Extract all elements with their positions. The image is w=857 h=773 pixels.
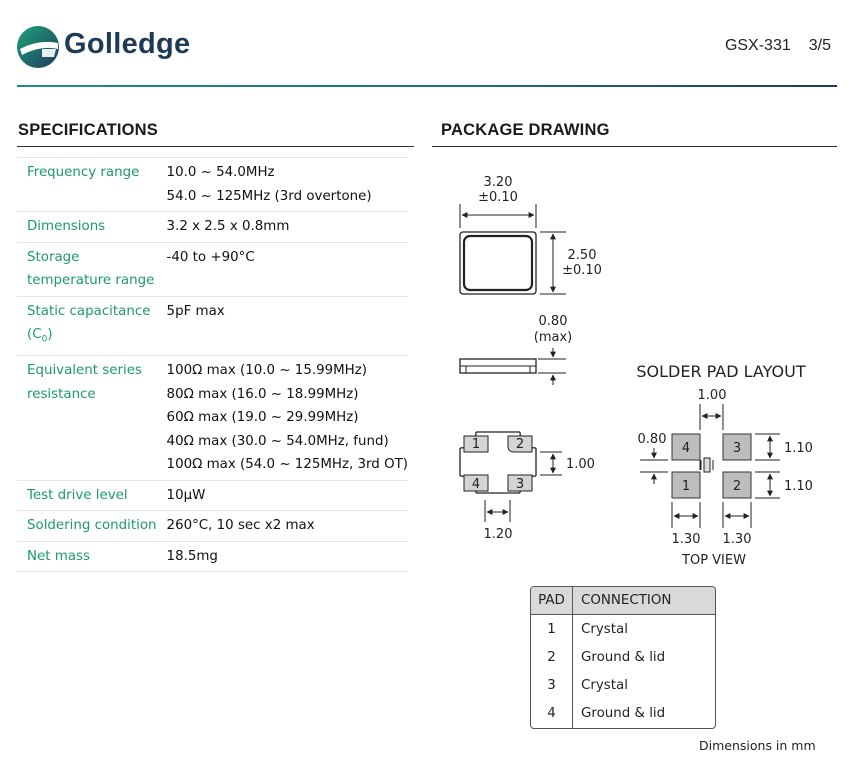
package-drawing xyxy=(432,150,852,620)
pad-connection: Crystal xyxy=(581,621,628,637)
spec-value: 260°C, 10 sec x2 max xyxy=(157,511,408,542)
bottom-pad-label-4: 4 xyxy=(471,477,481,492)
golledge-logo-icon xyxy=(16,25,62,69)
dim-solder-gap-x: 1.00 xyxy=(697,388,727,403)
top-view-label: TOP VIEW xyxy=(682,553,746,568)
package-drawing-svg xyxy=(432,150,852,580)
dim-top-width: 3.20 xyxy=(483,175,513,190)
dim-solder-pad-h1: 1.10 xyxy=(784,441,813,456)
spec-row-frequency xyxy=(17,158,408,212)
connection-column-header: CONNECTION xyxy=(573,587,715,615)
spec-row-drive-level xyxy=(17,480,408,511)
package-top-outline xyxy=(460,232,536,294)
specifications-title: SPECIFICATIONS xyxy=(18,121,159,139)
dim-bottom-gap: 1.00 xyxy=(566,457,595,472)
dim-bottom-pitch: 1.20 xyxy=(483,527,513,542)
pad-connection-table xyxy=(530,586,716,729)
solder-pad-label-3: 3 xyxy=(732,441,742,456)
package-drawing-rule xyxy=(432,146,837,147)
spec-value: 100Ω max (10.0 ~ 15.99MHz) 80Ω max (16.0 ~ 18.99MHz) 60Ω max (19.0 ~ 29.99MHz) 40Ω max (30.0 ~ 54.0MHz, fund) 100Ω max (54.0 ~ 125MHz, 3rd OT) xyxy=(157,356,408,481)
package-drawing-title: PACKAGE DRAWING xyxy=(441,121,610,139)
spec-value: 5pF max xyxy=(157,296,408,356)
table-row xyxy=(531,700,715,728)
dim-top-height: 2.50 xyxy=(567,248,597,263)
spec-row-static-capacitance xyxy=(17,296,408,356)
solder-pad-layout-title: SOLDER PAD LAYOUT xyxy=(636,362,806,381)
solder-pad-label-4: 4 xyxy=(681,441,691,456)
spec-label: Storage temperature range xyxy=(17,242,157,296)
dim-side-height-note: (max) xyxy=(533,330,573,345)
dim-solder-pad-w2: 1.30 xyxy=(722,532,752,547)
specifications-rule xyxy=(17,146,414,147)
spec-row-soldering xyxy=(17,511,408,542)
pad-number: 3 xyxy=(531,672,573,700)
dim-top-width-tol: ±0.10 xyxy=(478,190,518,205)
solder-pad-label-1: 1 xyxy=(681,479,691,494)
spec-row-dimensions xyxy=(17,212,408,243)
pad-connection: Crystal xyxy=(581,678,628,694)
spec-label: Frequency range xyxy=(17,158,157,212)
table-row xyxy=(531,615,715,643)
dim-solder-pad-w1: 1.30 xyxy=(671,532,701,547)
spec-label: Soldering condition xyxy=(17,511,157,542)
bottom-pad-label-2: 2 xyxy=(515,437,525,452)
pad-connection: Ground & lid xyxy=(581,706,666,722)
page-number: 3/5 xyxy=(808,37,831,54)
table-row xyxy=(531,672,715,700)
solder-pad-label-2: 2 xyxy=(732,479,742,494)
units-footnote: Dimensions in mm xyxy=(699,738,816,753)
spec-value: 10µW xyxy=(157,480,408,511)
spec-row-esr xyxy=(17,356,408,481)
spec-label: Net mass xyxy=(17,541,157,572)
pad-number: 2 xyxy=(531,643,573,671)
spec-label: Dimensions xyxy=(17,212,157,243)
pad-number: 1 xyxy=(531,615,573,643)
dim-top-height-tol: ±0.10 xyxy=(562,263,602,278)
package-lid xyxy=(464,236,532,290)
bottom-pad-label-1: 1 xyxy=(471,437,481,452)
brand-name: Golledge xyxy=(64,28,191,60)
dim-solder-pad-h2: 1.10 xyxy=(784,479,813,494)
pad-connection: Ground & lid xyxy=(581,649,666,665)
header-rule xyxy=(17,85,837,87)
dim-solder-gap-y: 0.80 xyxy=(637,432,667,447)
document-id xyxy=(707,37,831,55)
spec-label: Static capacitance $(C_0)$ xyxy=(17,296,157,356)
spec-value: 3.2 x 2.5 x 0.8mm xyxy=(157,212,408,243)
spec-value: 10.0 ~ 54.0MHz 54.0 ~ 125MHz (3rd overtone) xyxy=(157,158,408,212)
pad-column-header: PAD xyxy=(531,587,573,615)
spec-row-net-mass xyxy=(17,541,408,572)
spec-label: Equivalent series resistance xyxy=(17,356,157,481)
bottom-pad-label-3: 3 xyxy=(515,477,525,492)
part-number: GSX-331 xyxy=(724,37,791,54)
crystal-symbol-icon xyxy=(704,458,710,472)
spec-row-storage-temperature xyxy=(17,242,408,296)
pad-table-header xyxy=(531,587,715,615)
spec-value: 18.5mg xyxy=(157,541,408,572)
dim-side-height: 0.80 xyxy=(538,314,568,329)
pad-number: 4 xyxy=(531,700,573,728)
spec-label: Test drive level xyxy=(17,480,157,511)
table-row xyxy=(531,643,715,671)
spec-value: -40 to +90°C xyxy=(157,242,408,296)
specifications-table xyxy=(17,157,408,572)
